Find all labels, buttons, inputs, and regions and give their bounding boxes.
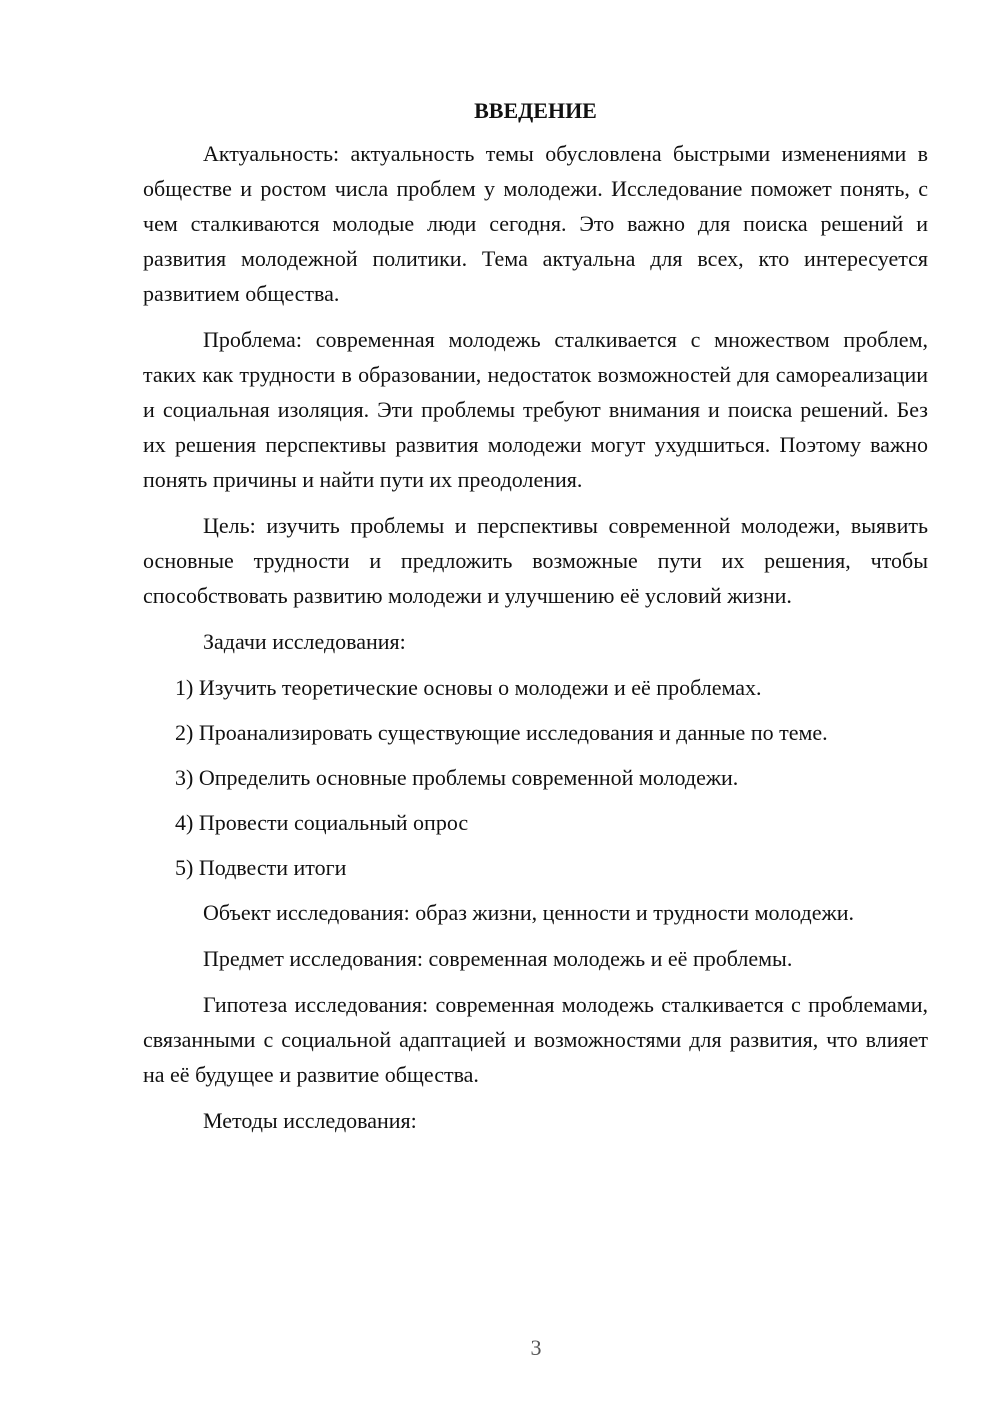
list-item: 4) Провести социальный опрос [175,810,469,835]
relevance-paragraph: Актуальность: актуальность темы обусловлена быстрыми изменениями в обществе и ростом числа проблем у молодежи. Исследование поможет понять, с чем сталкиваются молодые люди сегодня. Это важно для поиска решений и развития молодежной политики. Тема актуальна для всех, кто интересуется развитием общества. [143,141,928,306]
tasks-list [143,670,928,885]
object-paragraph: Объект исследования: образ жизни, ценности и трудности молодежи. [203,900,854,925]
page-number: 3 [530,1335,542,1360]
methods-heading: Методы исследования: [203,1108,417,1133]
list-item: 2) Проанализировать существующие исследования и данные по теме. [175,720,828,745]
hypothesis-paragraph: Гипотеза исследования: современная молодежь сталкивается с проблемами, связанными с социальной адаптацией и возможностями для развития, что влияет на её будущее и развитие общества. [143,992,928,1087]
page-content [143,93,928,1149]
subject-paragraph: Предмет исследования: современная молодежь и её проблемы. [203,946,793,971]
list-item: 1) Изучить теоретические основы о молодежи и её проблемах. [175,675,762,700]
page-title: ВВЕДЕНИЕ [474,98,597,123]
tasks-heading: Задачи исследования: [203,629,406,654]
problem-paragraph: Проблема: современная молодежь сталкивается с множеством проблем, таких как трудности в образовании, недостаток возможностей для самореализации и социальная изоляция. Эти проблемы требуют внимания и поиска решений. Без их решения перспективы развития молодежи могут ухудшиться. Поэтому важно понять причины и найти пути их преодоления. [143,327,928,492]
list-item: 5) Подвести итоги [175,855,347,880]
list-item: 3) Определить основные проблемы современной молодежи. [175,765,739,790]
goal-paragraph: Цель: изучить проблемы и перспективы современной молодежи, выявить основные трудности и предложить возможные пути их решения, чтобы способствовать развитию молодежи и улучшению её условий жизни. [143,513,928,608]
